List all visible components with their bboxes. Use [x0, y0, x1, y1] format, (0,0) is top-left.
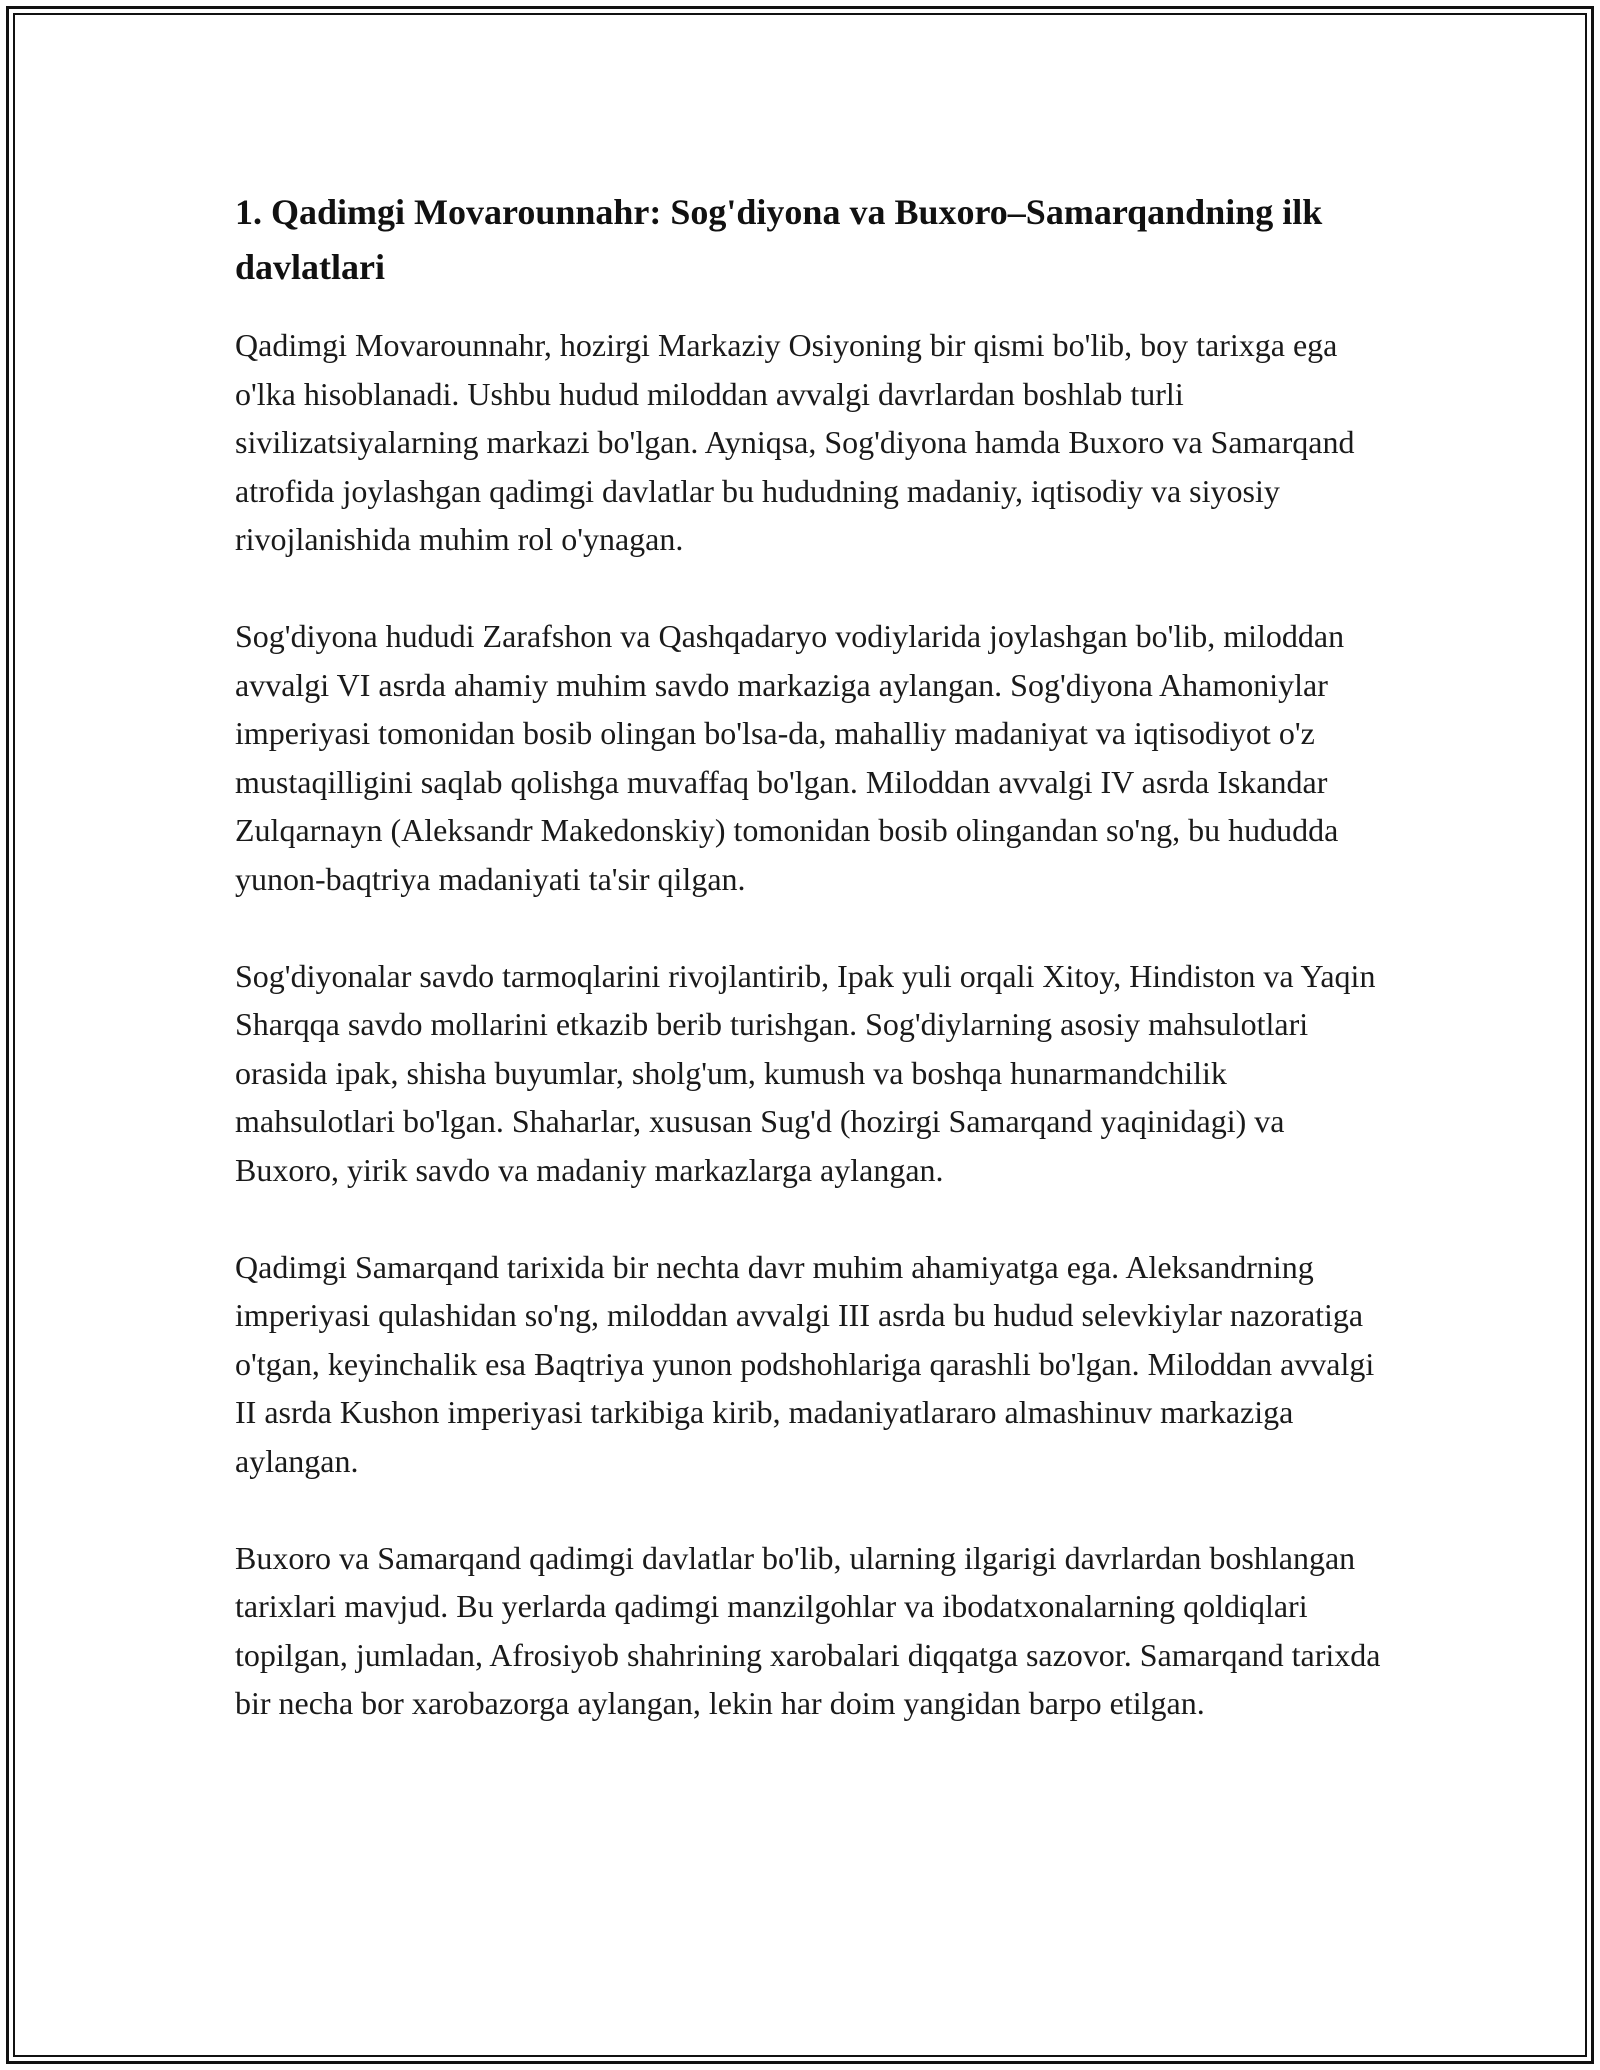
document-body: [235, 185, 1385, 1776]
paragraph-5: Buxoro va Samarqand qadimgi davlatlar bo'lib, ularning ilgarigi davrlardan boshlangan tarixlari mavjud. Bu yerlarda qadimgi manzilgohlar va ibodatxonalarning qoldiqlari topilgan, jumladan, Afrosiyob shahrining xarobalari diqqatga sazovor. Samarqand tarixda bir necha bor xarobazorga aylangan, lekin har doim yangidan barpo etilgan.: [235, 1539, 1381, 1721]
paragraph-2: Sog'diyona hududi Zarafshon va Qashqadaryo vodiylarida joylashgan bo'lib, miloddan avvalgi VI asrda ahamiy muhim savdo markaziga aylangan. Sog'diyona Ahamoniylar imperiyasi tomonidan bosib olingan bo'lsa-da, mahalliy madaniyat va iqtisodiyot o'z mustaqilligini saqlab qolishga muvaffaq bo'lgan. Miloddan avvalgi IV asrda Iskandar Zulqarnayn (Aleksandr Makedonskiy) tomonidan bosib olingandan so'ng, bu hududda yunon-baqtriya madaniyati ta'sir qilgan.: [235, 618, 1345, 897]
paragraph-1: Qadimgi Movarounnahr, hozirgi Markaziy Osiyoning bir qismi bo'lib, boy tarixga ega o'lka hisoblanadi. Ushbu hudud miloddan avvalgi davrlardan boshlab turli sivilizatsiyalarning markazi bo'lgan. Ayniqsa, Sog'diyona hamda Buxoro va Samarqand atrofida joylashgan qadimgi davlatlar bu hududning madaniy, iqtisodiy va siyosiy rivojlanishida muhim rol o'ynagan.: [235, 327, 1355, 557]
paragraph-3: Sog'diyonalar savdo tarmoqlarini rivojlantirib, Ipak yuli orqali Xitoy, Hindiston va Yaqin Sharqqa savdo mollarini etkazib berib turishgan. Sog'diylarning asosiy mahsulotlari orasida ipak, shisha buyumlar, sholg'um, kumush va boshqa hunarmandchilik mahsulotlari bo'lgan. Shaharlar, xususan Sug'd (hozirgi Samarqand yaqinidagi) va Buxoro, yirik savdo va madaniy markazlarga aylangan.: [235, 957, 1376, 1188]
document-title: 1. Qadimgi Movarounnahr: Sog'diyona va Buxoro–Samarqandning ilk davlatlari: [235, 192, 1323, 287]
paragraph-4: Qadimgi Samarqand tarixida bir nechta davr muhim ahamiyatga ega. Aleksandrning imperiyasi qulashidan so'ng, miloddan avvalgi III asrda bu hudud selevkiylar nazoratiga o'tgan, keyinchalik esa Baqtriya yunon podshohlariga qarashli bo'lgan. Miloddan avvalgi II asrda Kushon imperiyasi tarkibiga kirib, madaniyatlararo almashinuv markaziga aylangan.: [235, 1248, 1375, 1479]
